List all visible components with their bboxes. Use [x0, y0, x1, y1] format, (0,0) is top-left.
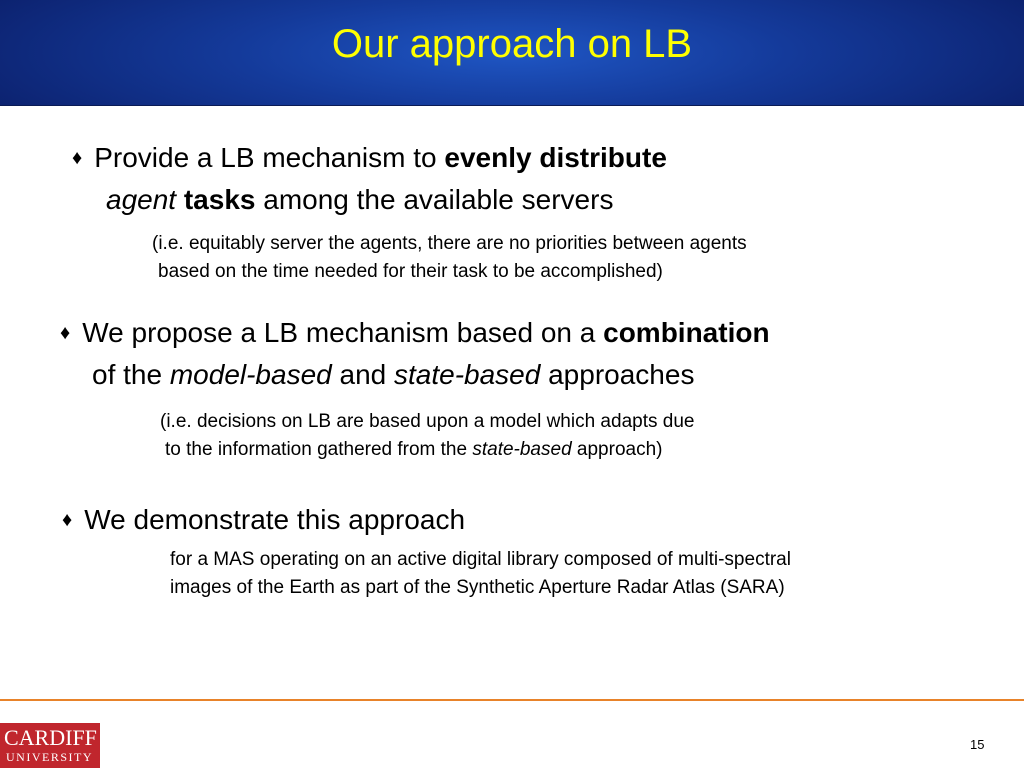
bullet-1-note-line-1: (i.e. equitably server the agents, there are no priorities between agents — [152, 233, 747, 254]
footer-divider — [0, 699, 1024, 701]
cardiff-university-logo — [0, 723, 100, 768]
logo-line-2: UNIVERSITY — [6, 750, 93, 764]
title-bar — [0, 0, 1024, 106]
bullet-2-note-line-1: (i.e. decisions on LB are based upon a model which adapts due — [160, 411, 695, 432]
bullet-2-line-1: ♦ We propose a LB mechanism based on a combination — [60, 313, 770, 353]
bullet-2-note-line-2: to the information gathered from the state-based approach) — [165, 439, 663, 460]
bullet-1-note-line-2: based on the time needed for their task to be accomplished) — [158, 261, 663, 282]
diamond-bullet-icon: ♦ — [72, 147, 83, 169]
bullet-1-line-1: ♦ Provide a LB mechanism to evenly distribute — [72, 138, 667, 178]
bullet-2-line-2: of the model-based and state-based approaches — [92, 359, 695, 390]
bullet-3-note-line-2: images of the Earth as part of the Synthetic Aperture Radar Atlas (SARA) — [170, 577, 785, 598]
logo-line-1: CARDIFF — [4, 725, 97, 750]
bullet-3-line-1: ♦ We demonstrate this approach — [62, 500, 465, 540]
diamond-bullet-icon: ♦ — [62, 509, 73, 531]
slide-title: Our approach on LB — [331, 22, 693, 66]
bullet-3-note-line-1: for a MAS operating on an active digital library composed of multi-spectral — [170, 549, 791, 570]
diamond-bullet-icon: ♦ — [60, 322, 71, 344]
bullet-1-line-2: agent tasks among the available servers — [106, 184, 614, 215]
page-number: 15 — [970, 737, 985, 752]
